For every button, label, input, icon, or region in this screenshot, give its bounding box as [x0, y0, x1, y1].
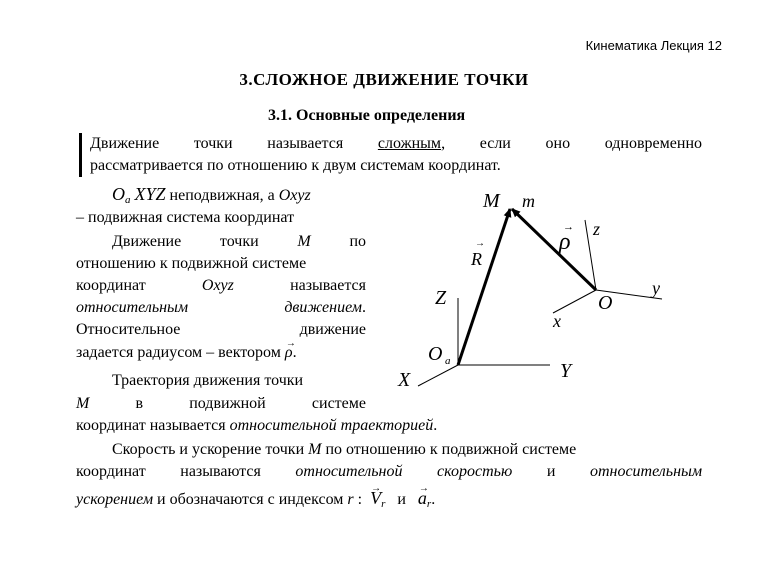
axis-X — [418, 365, 458, 386]
label-Y-fixed: Y — [560, 360, 572, 382]
definition-line-1: Движение точки называется сложным, если оно одновременно — [90, 135, 703, 152]
para4-line-1: Скорость и ускорение точки M по отношению к подвижной системе — [112, 441, 577, 458]
label-O-moving: O — [598, 292, 613, 314]
para1-line-2: – подвижная система координат — [76, 209, 295, 226]
label-M: M — [483, 190, 500, 212]
header-lecture: Кинематика Лекция 12 — [585, 38, 722, 53]
label-x-moving: x — [553, 311, 561, 331]
definition-line-2: рассматривается по отношению к двум системам координат. — [90, 157, 501, 174]
velocity-vector: → V — [370, 487, 381, 509]
label-Z-fixed: Z — [435, 287, 447, 309]
para4-line-2: координат называются относительной скоростью и относительным — [76, 463, 703, 480]
section-title: 3.СЛОЖНОЕ ДВИЖЕНИЕ ТОЧКИ — [239, 70, 529, 89]
arrow-over-rho: → — [563, 221, 574, 233]
subsection-title: 3.1. Основные определения — [268, 107, 466, 124]
para1-line-1: $O_a$ XYZ неподвижная, а Oxyz — [112, 184, 311, 206]
para4-line-3: ускорением и обозначаются с индексом r : → $V_r$ $и \to a_r$. — [76, 487, 435, 515]
rho-vector: → ρ — [285, 342, 293, 364]
para2-line-5: Относительное движение — [76, 321, 366, 338]
para2-line-2: отношению к подвижной системе — [76, 255, 307, 272]
arrow-over-R: → — [475, 238, 485, 249]
label-rho: ρ — [559, 229, 571, 255]
label-y-moving: y — [652, 278, 660, 298]
para3-line-1: Траектория движения точки — [112, 372, 304, 389]
para2-line-3: координат Oxyz называется — [76, 277, 366, 294]
vector-rho — [512, 209, 596, 290]
para3-line-2: M в подвижной системе — [76, 395, 366, 412]
label-Oa: O — [428, 343, 443, 365]
para2-line-4: относительным движением. — [76, 299, 366, 316]
label-z-moving: z — [593, 219, 601, 239]
para3-line-3: координат называется относительной траекторией. — [76, 417, 438, 434]
label-m: m — [522, 191, 535, 211]
label-Oa-sub: a — [445, 355, 451, 367]
para2-line-6: задается радиусом – вектором → ρ. — [76, 342, 297, 364]
term-complex: сложным — [377, 135, 442, 152]
para2-line-1: Движение точки M по — [112, 233, 366, 250]
label-X-fixed: X — [398, 369, 411, 391]
label-R: R — [471, 249, 482, 269]
acceleration-vector: → a — [418, 487, 427, 509]
vector-R — [458, 209, 510, 365]
axis-x-moving — [553, 290, 596, 313]
